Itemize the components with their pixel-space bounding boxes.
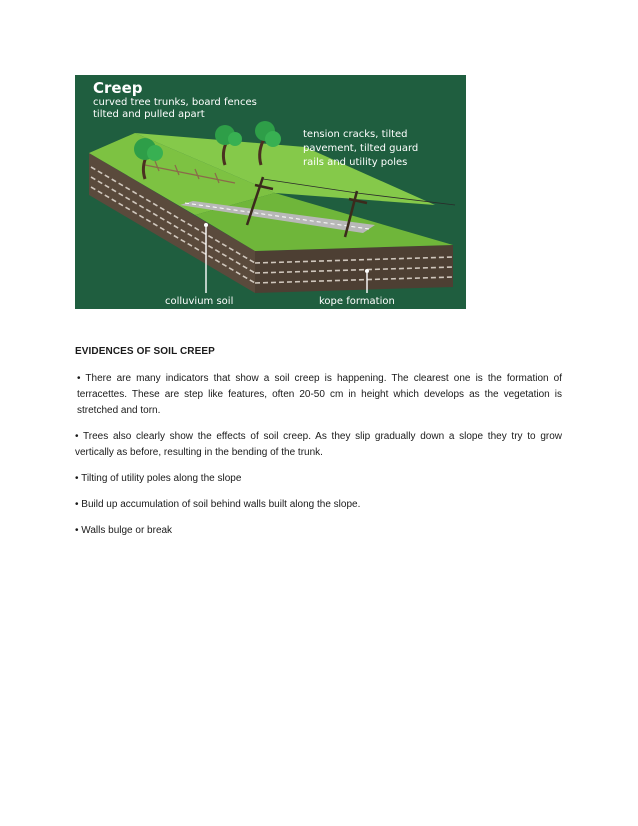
document-body <box>75 346 562 549</box>
tension-caption-line-1: tension cracks, tilted <box>303 129 408 140</box>
paragraph-utility-poles: • Tilting of utility poles along the slope <box>75 473 242 484</box>
label-kope-formation: kope formation <box>319 296 395 307</box>
colluvium-pointer-dot <box>204 223 208 227</box>
section-heading: EVIDENCES OF SOIL CREEP <box>75 346 215 357</box>
block-front-face <box>255 245 453 293</box>
label-colluvium-soil: colluvium soil <box>165 296 234 307</box>
soil-creep-figure <box>75 75 466 309</box>
paragraph-terracettes: • There are many indicators that show a soil creep is happening. The clearest one is the formation of terracettes. These are step like features, often 20-50 cm in height which develops as the vegetation is stretched and torn. <box>77 373 562 416</box>
kope-pointer-dot <box>365 269 369 273</box>
caption-line-2: tilted and pulled apart <box>93 109 205 120</box>
paragraph-walls: • Walls bulge or break <box>75 525 173 536</box>
tension-caption-line-2: pavement, tilted guard <box>303 143 419 154</box>
soil-creep-illustration <box>75 75 466 309</box>
paragraph-trees: • Trees also clearly show the effects of soil creep. As they slip gradually down a slope they try to grow vertically as before, resulting in the bending of the trunk. <box>75 431 562 458</box>
tension-caption-line-3: rails and utility poles <box>303 157 408 168</box>
paragraph-soil-accumulation: • Build up accumulation of soil behind walls built along the slope. <box>75 499 361 510</box>
caption-line-1: curved tree trunks, board fences <box>93 97 257 108</box>
figure-title: Creep <box>93 79 143 97</box>
